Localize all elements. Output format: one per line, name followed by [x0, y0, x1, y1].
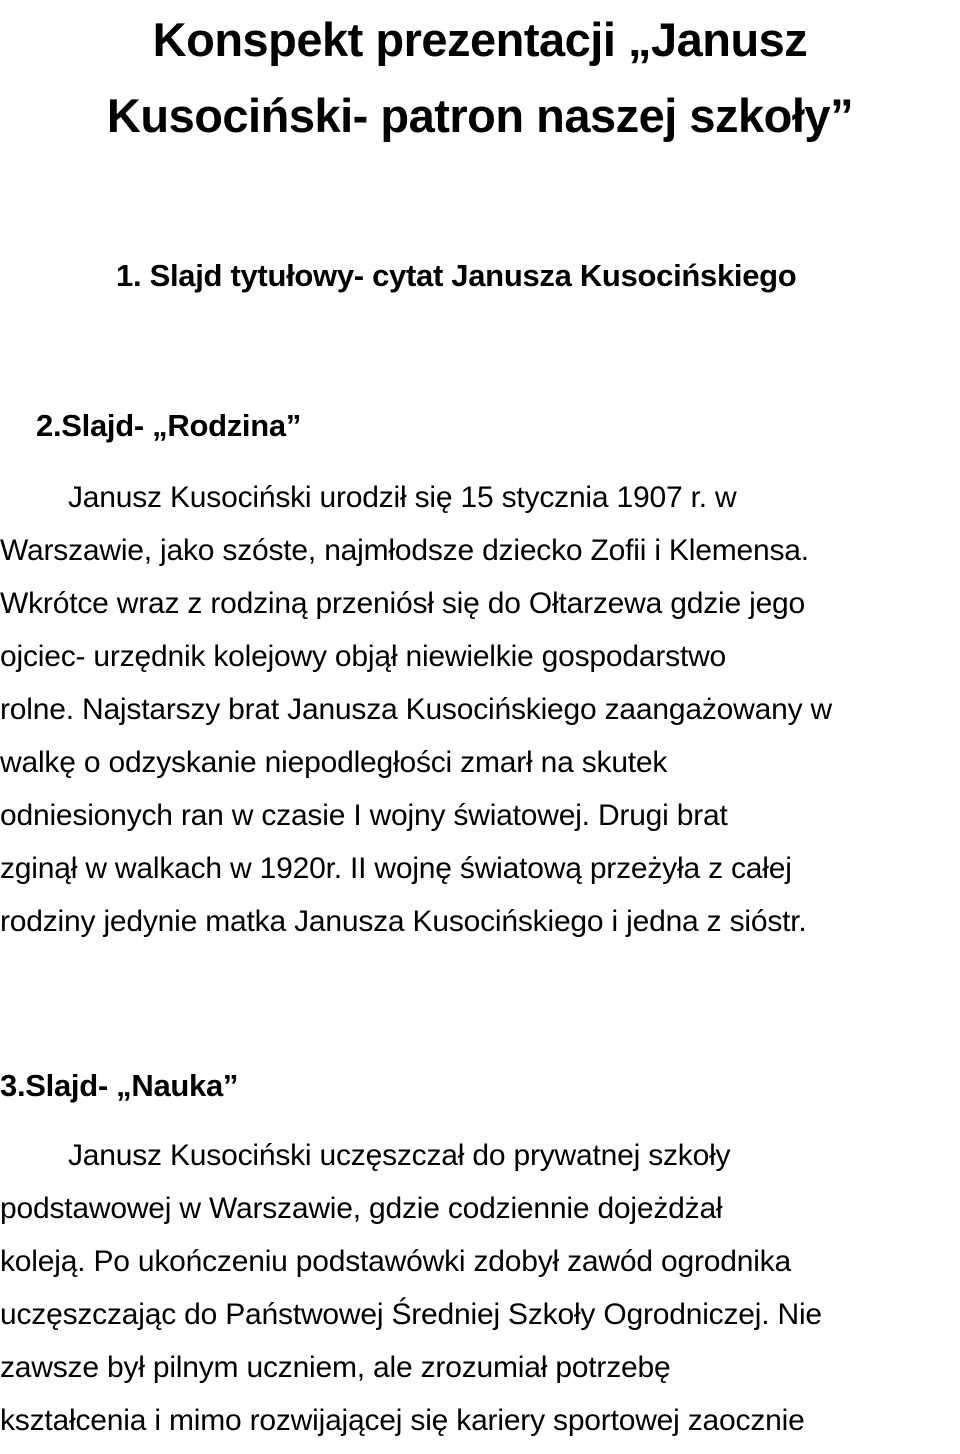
paragraph-line: ojciec- urzędnik kolejowy objął niewielkie gospodarstwo — [0, 640, 727, 673]
paragraph-line: Janusz Kusociński urodził się 15 stycznia 1907 r. w — [68, 481, 737, 514]
section-heading-title-slide: 1. Slajd tytułowy- cytat Janusza Kusocińskiego — [116, 258, 797, 293]
section-paragraph-education — [0, 1136, 960, 1454]
section-heading-education: 3.Slajd- „Nauka” — [0, 1068, 239, 1103]
section-paragraph-family — [0, 478, 960, 955]
paragraph-line: zginął w walkach w 1920r. II wojnę światową przeżyła z całej — [0, 852, 792, 885]
title-line: Kusociński- patron naszej szkoły” — [106, 89, 854, 142]
paragraph-line: odniesionych ran w czasie I wojny światowej. Drugi brat — [0, 799, 728, 832]
paragraph-line: podstawowej w Warszawie, gdzie codziennie dojeżdżał — [0, 1192, 723, 1225]
paragraph-line: kształcenia i mimo rozwijającej się kariery sportowej zaocznie — [0, 1404, 805, 1437]
paragraph-line: Warszawie, jako szóste, najmłodsze dziecko Zofii i Klemensa. — [0, 534, 809, 567]
paragraph-line: walkę o odzyskanie niepodległości zmarł na skutek — [0, 746, 668, 779]
section-heading-family: 2.Slajd- „Rodzina” — [36, 408, 302, 443]
paragraph-line: rodziny jedynie matka Janusza Kusocińskiego i jedna z sióstr. — [0, 905, 807, 938]
paragraph-line: rolne. Najstarszy brat Janusza Kusocińskiego zaangażowany w — [0, 693, 832, 726]
paragraph-line: zawsze był pilnym uczniem, ale zrozumiał potrzebę — [0, 1351, 671, 1384]
paragraph-line: uczęszczając do Państwowej Średniej Szkoły Ogrodniczej. Nie — [0, 1298, 822, 1331]
paragraph-line: Wkrótce wraz z rodziną przeniósł się do Ołtarzewa gdzie jego — [0, 587, 806, 620]
document-title — [0, 2, 960, 154]
title-line: Konspekt prezentacji „Janusz — [152, 13, 808, 66]
paragraph-line: koleją. Po ukończeniu podstawówki zdobył zawód ogrodnika — [0, 1245, 791, 1278]
paragraph-line: Janusz Kusociński uczęszczał do prywatnej szkoły — [68, 1139, 731, 1172]
